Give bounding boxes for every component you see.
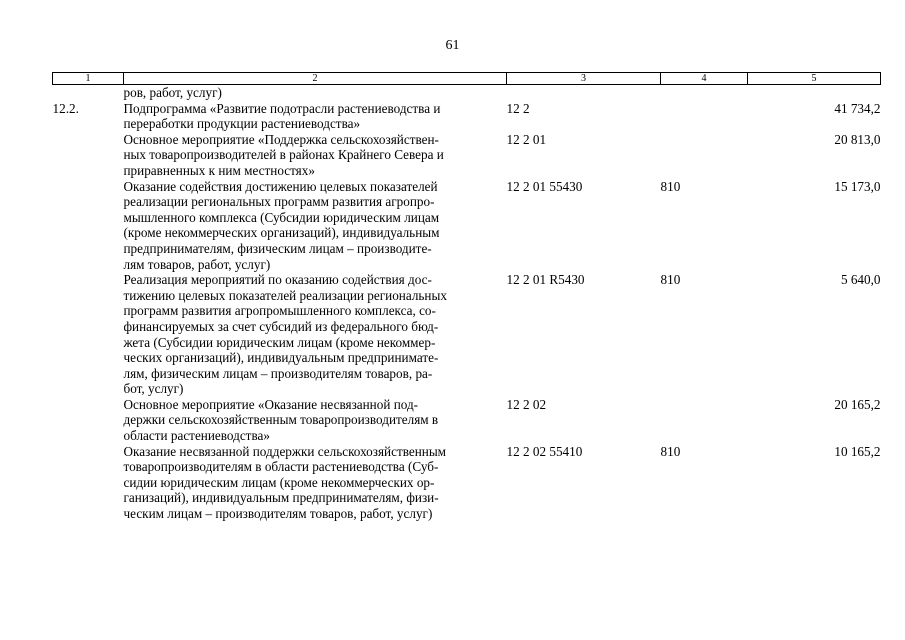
- row-name-line: области растениеводства»: [123, 428, 270, 444]
- row-code: 12 2 01 R5430: [506, 272, 585, 288]
- row-name-line: программ развития агропромышленного комплекса, со-: [123, 303, 436, 319]
- row-name-line: приравненных к ним местностях»: [123, 162, 315, 178]
- row-amount: 5 640,0: [840, 272, 881, 288]
- row-expense-type: 810: [660, 272, 681, 288]
- row-code: [507, 85, 661, 101]
- row-name: [124, 444, 507, 522]
- row-name-line: Оказание несвязанной поддержки сельскохозяйственным: [123, 443, 447, 459]
- header-col-amount: 5: [748, 73, 881, 85]
- row-number: [53, 272, 124, 397]
- row-name-line: Основное мероприятие «Поддержка сельскохозяйствен-: [123, 131, 439, 147]
- table-row: [53, 444, 881, 522]
- row-name-line: ческих организаций), индивидуальным предпринимате-: [123, 350, 439, 366]
- row-name-line: реализации региональных программ развития агропро-: [123, 194, 435, 210]
- row-name: [124, 272, 507, 397]
- row-amount: [748, 85, 881, 101]
- table-header: [53, 73, 881, 85]
- row-name-line: лям, физическим лицам – производителям товаров, ра-: [123, 365, 433, 381]
- row-expense-type: 810: [660, 443, 681, 459]
- row-code: 12 2 01 55430: [506, 178, 583, 194]
- row-name-line: тижению целевых показателей реализации региональных: [123, 287, 447, 303]
- row-amount: 10 165,2: [834, 443, 881, 459]
- row-number: [53, 132, 124, 179]
- row-name-line: Реализация мероприятий по оказанию содействия дос-: [123, 272, 432, 288]
- table-row: [53, 272, 881, 397]
- table-row: [53, 132, 881, 179]
- page-number: 61: [445, 38, 460, 53]
- row-name-line: Оказание содействия достижению целевых показателей: [123, 178, 438, 194]
- row-name-line: переработки продукции растениеводства»: [123, 116, 361, 132]
- table-row: [53, 101, 881, 132]
- row-name: [124, 397, 507, 444]
- row-expense-type: [661, 101, 748, 132]
- budget-table: [52, 72, 881, 522]
- row-expense-type: [661, 397, 748, 444]
- row-expense-type: [661, 85, 748, 101]
- row-amount: 20 813,0: [834, 131, 881, 147]
- row-code: 12 2 01: [506, 131, 547, 147]
- row-name-line: жета (Субсидии юридическим лицам (кроме некоммер-: [123, 334, 436, 350]
- row-name-line: сидии юридическим лицам (кроме некоммерческих ор-: [123, 474, 435, 490]
- row-name-line: ганизаций), индивидуальным предпринимателям, физи-: [123, 490, 439, 506]
- row-number: 12.2.: [52, 100, 79, 116]
- row-name-line: финансируемых за счет субсидий из федерального бюд-: [123, 318, 439, 334]
- table-row: [53, 397, 881, 444]
- row-number: [53, 179, 124, 273]
- header-col-name: 2: [124, 73, 507, 85]
- row-name-line: ческим лицам – производителям товаров, работ, услуг): [123, 506, 433, 522]
- row-amount: 20 165,2: [834, 396, 881, 412]
- header-row: [53, 73, 881, 85]
- row-amount: 41 734,2: [834, 100, 881, 116]
- row-code: 12 2: [506, 100, 530, 116]
- row-name-line: бот, услуг): [123, 381, 184, 397]
- table-row: [53, 85, 881, 101]
- header-col-expense-type: 4: [661, 73, 748, 85]
- row-name: [124, 132, 507, 179]
- table-body: [53, 85, 881, 522]
- row-name-line: лям товаров, работ, услуг): [123, 256, 271, 272]
- row-name-line: ров, работ, услуг): [123, 85, 222, 100]
- header-col-code: 3: [507, 73, 661, 85]
- row-name-line: ных товаропроизводителей в районах Крайнего Севера и: [123, 147, 444, 163]
- row-expense-type: 810: [660, 178, 681, 194]
- row-name: [124, 85, 507, 101]
- row-name: [124, 101, 507, 132]
- table-row: [53, 179, 881, 273]
- row-code: 12 2 02 55410: [506, 443, 583, 459]
- row-amount: 15 173,0: [834, 178, 881, 194]
- row-name-line: мышленного комплекса (Субсидии юридическим лицам: [123, 209, 440, 225]
- row-expense-type: [661, 132, 748, 179]
- row-number: [53, 444, 124, 522]
- row-name-line: держки сельскохозяйственным товаропроизводителям в: [123, 412, 439, 428]
- row-name: [124, 179, 507, 273]
- row-name-line: товаропроизводителям в области растениеводства (Суб-: [123, 459, 439, 475]
- row-name-line: предпринимателям, физическим лицам – производите-: [123, 240, 432, 256]
- header-col-number: 1: [53, 73, 124, 85]
- row-name-line: (кроме некоммерческих организаций), индивидуальным: [123, 225, 440, 241]
- row-name-line: Основное мероприятие «Оказание несвязанной под-: [123, 396, 419, 412]
- row-name-line: Подпрограмма «Развитие подотрасли растениеводства и: [123, 100, 441, 116]
- row-number: [53, 397, 124, 444]
- row-code: 12 2 02: [506, 396, 547, 412]
- row-number: [53, 85, 124, 101]
